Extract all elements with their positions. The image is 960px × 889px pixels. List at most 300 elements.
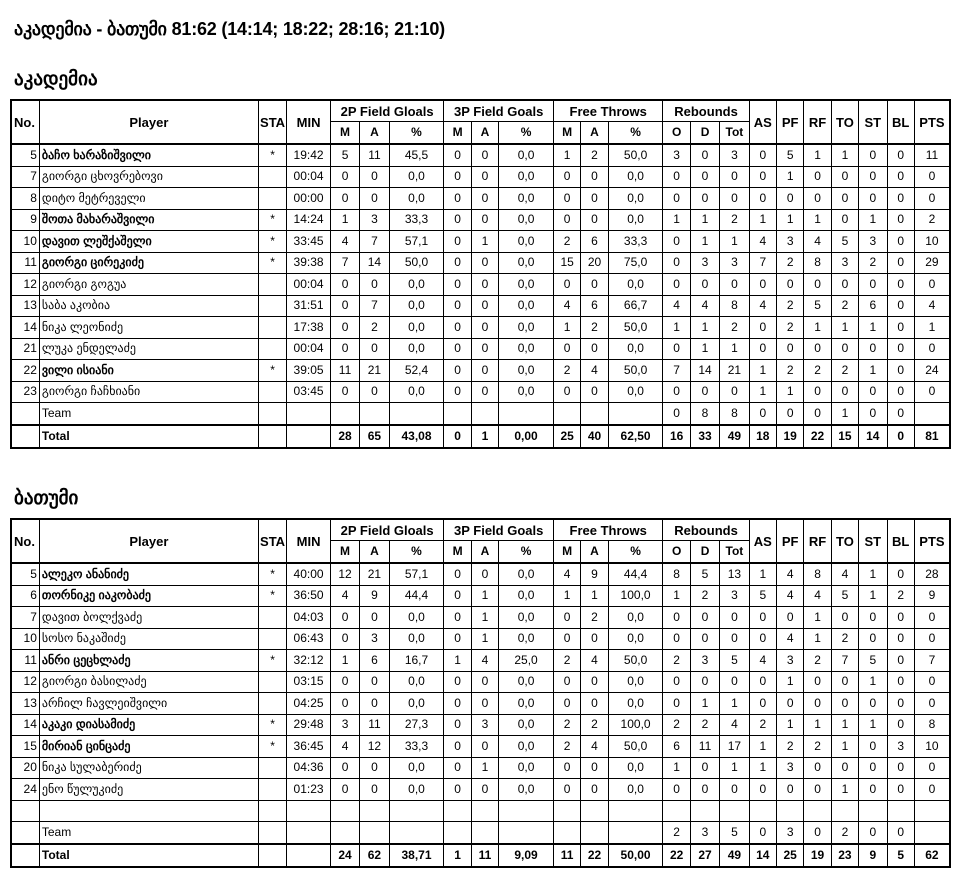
- stat-tot: 8: [720, 295, 749, 317]
- stat-as: 0: [749, 317, 776, 339]
- stat-p2: 0,0: [389, 295, 444, 317]
- stat-tot: 1: [720, 693, 749, 715]
- stat-tot: 0: [720, 779, 749, 801]
- stat-to: [831, 800, 858, 822]
- total-stat-d: 33: [690, 425, 719, 448]
- stat-p3: 0,0: [499, 585, 554, 607]
- team-row-empty: [444, 403, 471, 425]
- stat-a3: 0: [471, 144, 498, 166]
- stat-mft: 1: [553, 585, 580, 607]
- stat-pts: 0: [914, 693, 950, 715]
- stat-rf: 0: [804, 188, 831, 210]
- total-stat-aft: 40: [581, 425, 608, 448]
- stat-pf: 4: [777, 628, 804, 650]
- minutes: 04:03: [287, 607, 331, 629]
- stat-pf: 3: [777, 231, 804, 253]
- stat-a2: 0: [360, 338, 389, 360]
- player-number: 7: [11, 166, 39, 188]
- stat-a2: 3: [360, 209, 389, 231]
- stat-a3: 0: [471, 295, 498, 317]
- stat-tot: 0: [720, 628, 749, 650]
- stat-pf: 0: [777, 274, 804, 296]
- stat-a2: 7: [360, 231, 389, 253]
- stat-mft: 0: [553, 757, 580, 779]
- starter-mark: [258, 338, 286, 360]
- total-stat-pft: 50,00: [608, 844, 663, 867]
- team-row-empty: [389, 403, 444, 425]
- minutes: 00:04: [287, 338, 331, 360]
- header-sub-a: A: [471, 122, 498, 145]
- stat-as: 0: [749, 166, 776, 188]
- stat-tot: 17: [720, 736, 749, 758]
- stat-a3: 0: [471, 563, 498, 585]
- stat-a2: 7: [360, 295, 389, 317]
- stat-pft: [608, 800, 663, 822]
- stat-m2: 0: [330, 381, 359, 403]
- stat-o: 1: [663, 585, 690, 607]
- stat-p3: 25,0: [499, 650, 554, 672]
- stat-mft: 15: [553, 252, 580, 274]
- header-sub-a: A: [581, 541, 608, 564]
- stat-rf: 1: [804, 209, 831, 231]
- stat-o: 0: [663, 779, 690, 801]
- stat-pf: 4: [777, 585, 804, 607]
- stat-p2: 0,0: [389, 757, 444, 779]
- stat-a3: 1: [471, 607, 498, 629]
- header-sub-tot: Tot: [720, 541, 749, 564]
- stat-rf: 0: [804, 693, 831, 715]
- stat-p3: 0,0: [499, 144, 554, 166]
- total-stat-o: 22: [663, 844, 690, 867]
- stat-m2: 5: [330, 144, 359, 166]
- total-row-number: [11, 425, 39, 448]
- total-stat-p2: 38,71: [389, 844, 444, 867]
- total-stat-mft: 11: [553, 844, 580, 867]
- stat-pts: 0: [914, 381, 950, 403]
- minutes: 40:00: [287, 563, 331, 585]
- stat-aft: 20: [581, 252, 608, 274]
- player-name: ენო წულუკიძე: [39, 779, 258, 801]
- stat-d: 1: [690, 209, 719, 231]
- header-pf: PF: [777, 100, 804, 144]
- minutes: 04:36: [287, 757, 331, 779]
- stat-bl: 0: [887, 231, 914, 253]
- stat-p2: [389, 800, 444, 822]
- player-row: [11, 563, 950, 585]
- stat-a2: 0: [360, 274, 389, 296]
- stat-m2: 0: [330, 779, 359, 801]
- stat-m2: 4: [330, 231, 359, 253]
- stat-st: 1: [859, 585, 887, 607]
- stat-aft: 0: [581, 779, 608, 801]
- stat-o: 6: [663, 736, 690, 758]
- team-stat-to: 2: [831, 822, 858, 844]
- player-row: [11, 209, 950, 231]
- stat-m2: 0: [330, 693, 359, 715]
- header-sub-m: M: [444, 122, 471, 145]
- stat-a3: 1: [471, 628, 498, 650]
- starter-mark: *: [258, 563, 286, 585]
- stat-aft: 9: [581, 563, 608, 585]
- stat-tot: 1: [720, 757, 749, 779]
- total-stat-o: 16: [663, 425, 690, 448]
- stat-pts: 0: [914, 338, 950, 360]
- player-row: [11, 800, 950, 822]
- stat-to: 0: [831, 757, 858, 779]
- stat-pts: [914, 800, 950, 822]
- stat-o: 0: [663, 628, 690, 650]
- stat-pts: 1: [914, 317, 950, 339]
- stat-a2: 0: [360, 693, 389, 715]
- stat-as: 0: [749, 628, 776, 650]
- minutes: 39:38: [287, 252, 331, 274]
- stat-aft: 2: [581, 144, 608, 166]
- stat-st: 1: [859, 671, 887, 693]
- header-rebounds: Rebounds: [663, 519, 749, 541]
- stat-d: 3: [690, 650, 719, 672]
- stat-m3: 0: [444, 317, 471, 339]
- stat-to: 1: [831, 144, 858, 166]
- header-st: ST: [859, 519, 887, 563]
- stat-pts: 24: [914, 360, 950, 382]
- stat-pts: 9: [914, 585, 950, 607]
- total-stat-pf: 19: [777, 425, 804, 448]
- team-row-empty: [499, 403, 554, 425]
- header-sub-m: M: [330, 541, 359, 564]
- stat-m3: 0: [444, 563, 471, 585]
- stat-st: 1: [859, 317, 887, 339]
- stat-bl: 0: [887, 209, 914, 231]
- stat-m2: 1: [330, 209, 359, 231]
- stat-o: 2: [663, 650, 690, 672]
- stat-aft: 0: [581, 757, 608, 779]
- stat-to: 0: [831, 693, 858, 715]
- team-stat-o: 0: [663, 403, 690, 425]
- stat-mft: 1: [553, 317, 580, 339]
- player-name: დავით ბოლქვაძე: [39, 607, 258, 629]
- stat-m3: 1: [444, 650, 471, 672]
- stat-st: [859, 800, 887, 822]
- starter-mark: [258, 800, 286, 822]
- stat-a3: 1: [471, 757, 498, 779]
- minutes: 39:05: [287, 360, 331, 382]
- header-free-throws: Free Throws: [553, 100, 663, 122]
- stat-o: 0: [663, 188, 690, 210]
- team-row: [11, 403, 950, 425]
- team-row-label: Team: [39, 822, 258, 844]
- stat-p2: 0,0: [389, 671, 444, 693]
- stat-aft: 0: [581, 188, 608, 210]
- player-row: [11, 381, 950, 403]
- stat-pf: 1: [777, 671, 804, 693]
- stat-aft: 0: [581, 338, 608, 360]
- stat-m3: 0: [444, 231, 471, 253]
- stat-p3: 0,0: [499, 209, 554, 231]
- stat-d: 2: [690, 714, 719, 736]
- total-row-sta: [258, 844, 286, 867]
- player-number: 21: [11, 338, 39, 360]
- stat-as: 0: [749, 607, 776, 629]
- stat-to: 2: [831, 360, 858, 382]
- header-sta: STA: [258, 519, 286, 563]
- player-name: გიორგი ჩაჩხიანი: [39, 381, 258, 403]
- stat-tot: 0: [720, 671, 749, 693]
- stat-d: 0: [690, 381, 719, 403]
- team-row-label: Team: [39, 403, 258, 425]
- stat-a2: 0: [360, 381, 389, 403]
- stat-pf: 0: [777, 693, 804, 715]
- header-pts: PTS: [914, 100, 950, 144]
- stat-p2: 44,4: [389, 585, 444, 607]
- stat-as: 7: [749, 252, 776, 274]
- stat-m3: 0: [444, 779, 471, 801]
- player-number: 8: [11, 188, 39, 210]
- stat-p2: 0,0: [389, 317, 444, 339]
- stat-pts: 0: [914, 628, 950, 650]
- stat-m3: 0: [444, 607, 471, 629]
- player-name: დიტო მეტრეველი: [39, 188, 258, 210]
- stat-pts: 0: [914, 274, 950, 296]
- header-sub-m: M: [330, 122, 359, 145]
- stat-pf: [777, 800, 804, 822]
- stat-aft: 0: [581, 381, 608, 403]
- stat-pf: 2: [777, 360, 804, 382]
- stat-p3: 0,0: [499, 231, 554, 253]
- minutes: 36:50: [287, 585, 331, 607]
- stat-tot: 0: [720, 188, 749, 210]
- minutes: 14:24: [287, 209, 331, 231]
- starter-mark: *: [258, 650, 286, 672]
- stat-m3: 0: [444, 585, 471, 607]
- minutes: 19:42: [287, 144, 331, 166]
- stat-rf: 0: [804, 274, 831, 296]
- stat-as: 4: [749, 650, 776, 672]
- stat-bl: 0: [887, 252, 914, 274]
- header-min: MIN: [287, 519, 331, 563]
- stat-m3: 0: [444, 274, 471, 296]
- header-rf: RF: [804, 519, 831, 563]
- stat-o: 0: [663, 252, 690, 274]
- stat-pts: 11: [914, 144, 950, 166]
- starter-mark: *: [258, 360, 286, 382]
- total-stat-bl: 5: [887, 844, 914, 867]
- stat-p3: 0,0: [499, 188, 554, 210]
- starter-mark: [258, 166, 286, 188]
- stat-a3: 1: [471, 585, 498, 607]
- stat-pts: 4: [914, 295, 950, 317]
- player-number: 23: [11, 381, 39, 403]
- stat-as: 1: [749, 736, 776, 758]
- stat-to: 3: [831, 252, 858, 274]
- stat-bl: 0: [887, 166, 914, 188]
- stat-to: 1: [831, 714, 858, 736]
- minutes: 00:04: [287, 166, 331, 188]
- stat-st: 2: [859, 252, 887, 274]
- stat-pft: 50,0: [608, 144, 663, 166]
- stat-mft: 2: [553, 360, 580, 382]
- header-to: TO: [831, 519, 858, 563]
- stat-m3: 0: [444, 360, 471, 382]
- stat-pft: 0,0: [608, 381, 663, 403]
- header-no: No.: [11, 519, 39, 563]
- stat-aft: 4: [581, 650, 608, 672]
- stat-rf: [804, 800, 831, 822]
- stat-m2: 0: [330, 274, 359, 296]
- stat-p3: 0,0: [499, 166, 554, 188]
- stat-bl: [887, 800, 914, 822]
- stat-m3: 0: [444, 188, 471, 210]
- total-stat-mft: 25: [553, 425, 580, 448]
- player-name: არჩილ ჩავლეიშვილი: [39, 693, 258, 715]
- header-no: No.: [11, 100, 39, 144]
- stat-a2: 0: [360, 779, 389, 801]
- total-stat-pts: 81: [914, 425, 950, 448]
- player-row: [11, 650, 950, 672]
- minutes: 33:45: [287, 231, 331, 253]
- stat-st: 1: [859, 714, 887, 736]
- team-row-empty: [444, 822, 471, 844]
- stat-to: 1: [831, 736, 858, 758]
- starter-mark: [258, 779, 286, 801]
- stat-rf: 8: [804, 252, 831, 274]
- stat-bl: 0: [887, 381, 914, 403]
- stat-a3: 0: [471, 166, 498, 188]
- stat-as: 4: [749, 295, 776, 317]
- stat-pft: 0,0: [608, 607, 663, 629]
- stat-rf: 4: [804, 585, 831, 607]
- stat-tot: 13: [720, 563, 749, 585]
- player-row: [11, 360, 950, 382]
- total-stat-bl: 0: [887, 425, 914, 448]
- stat-st: 0: [859, 607, 887, 629]
- stat-bl: 0: [887, 650, 914, 672]
- team-row-empty: [330, 403, 359, 425]
- stat-m3: 0: [444, 693, 471, 715]
- stat-o: 3: [663, 144, 690, 166]
- stat-a3: 3: [471, 714, 498, 736]
- stat-m3: 0: [444, 166, 471, 188]
- total-row-min: [287, 844, 331, 867]
- stat-pf: 1: [777, 381, 804, 403]
- stat-m3: [444, 800, 471, 822]
- player-row: [11, 714, 950, 736]
- stat-a2: 0: [360, 671, 389, 693]
- stat-a2: 3: [360, 628, 389, 650]
- stat-tot: 0: [720, 381, 749, 403]
- stat-aft: 2: [581, 317, 608, 339]
- stat-st: 0: [859, 144, 887, 166]
- header-3p-field-goals: 3P Field Goals: [444, 100, 554, 122]
- stat-to: 0: [831, 188, 858, 210]
- stat-d: 0: [690, 166, 719, 188]
- stat-mft: 0: [553, 166, 580, 188]
- stat-to: 7: [831, 650, 858, 672]
- player-row: [11, 628, 950, 650]
- player-row: [11, 607, 950, 629]
- stat-pf: 1: [777, 209, 804, 231]
- stat-o: 7: [663, 360, 690, 382]
- stat-as: 1: [749, 757, 776, 779]
- stat-d: 1: [690, 693, 719, 715]
- player-number: 9: [11, 209, 39, 231]
- stat-p2: 33,3: [389, 736, 444, 758]
- starter-mark: [258, 381, 286, 403]
- stat-mft: 1: [553, 144, 580, 166]
- header-bl: BL: [887, 100, 914, 144]
- stat-aft: 0: [581, 166, 608, 188]
- stat-p2: 0,0: [389, 628, 444, 650]
- player-number: 20: [11, 757, 39, 779]
- stat-pts: 0: [914, 757, 950, 779]
- stat-a2: 2: [360, 317, 389, 339]
- header-sub-m: M: [553, 122, 580, 145]
- stat-tot: 0: [720, 166, 749, 188]
- header-as: AS: [749, 519, 776, 563]
- player-number: 14: [11, 317, 39, 339]
- header-sub-o: O: [663, 541, 690, 564]
- box-score-table-home: [10, 99, 951, 449]
- stat-st: 1: [859, 209, 887, 231]
- minutes: 36:45: [287, 736, 331, 758]
- stat-p2: 16,7: [389, 650, 444, 672]
- stat-st: 6: [859, 295, 887, 317]
- minutes: 04:25: [287, 693, 331, 715]
- total-row-min: [287, 425, 331, 448]
- team-stat-rf: 0: [804, 822, 831, 844]
- player-number: 14: [11, 714, 39, 736]
- stat-pts: 0: [914, 166, 950, 188]
- stat-a3: 0: [471, 381, 498, 403]
- stat-mft: 0: [553, 274, 580, 296]
- stat-tot: 2: [720, 209, 749, 231]
- team-stat-as: 0: [749, 403, 776, 425]
- total-stat-to: 23: [831, 844, 858, 867]
- stat-as: 0: [749, 188, 776, 210]
- stat-pft: 0,0: [608, 166, 663, 188]
- team-row-sta: [258, 822, 286, 844]
- header-sub-m: M: [444, 541, 471, 564]
- stat-bl: 0: [887, 779, 914, 801]
- header-sub-pct: %: [499, 122, 554, 145]
- header-pf: PF: [777, 519, 804, 563]
- starter-mark: *: [258, 252, 286, 274]
- stat-mft: [553, 800, 580, 822]
- stat-mft: 0: [553, 209, 580, 231]
- player-number: 10: [11, 628, 39, 650]
- stat-to: 1: [831, 779, 858, 801]
- stat-o: 1: [663, 209, 690, 231]
- stat-aft: 4: [581, 360, 608, 382]
- stat-m2: 0: [330, 671, 359, 693]
- stat-m3: 0: [444, 338, 471, 360]
- total-row: [11, 425, 950, 448]
- stat-pf: 1: [777, 714, 804, 736]
- stat-a2: 21: [360, 563, 389, 585]
- stat-d: 2: [690, 585, 719, 607]
- stat-m3: 0: [444, 209, 471, 231]
- stat-pft: 0,0: [608, 757, 663, 779]
- stat-pf: 1: [777, 166, 804, 188]
- stat-rf: 0: [804, 338, 831, 360]
- player-row: [11, 231, 950, 253]
- stat-tot: 1: [720, 338, 749, 360]
- stat-mft: 0: [553, 607, 580, 629]
- stat-d: 0: [690, 607, 719, 629]
- stat-to: 0: [831, 381, 858, 403]
- starter-mark: [258, 671, 286, 693]
- stat-o: 0: [663, 166, 690, 188]
- stat-as: 0: [749, 671, 776, 693]
